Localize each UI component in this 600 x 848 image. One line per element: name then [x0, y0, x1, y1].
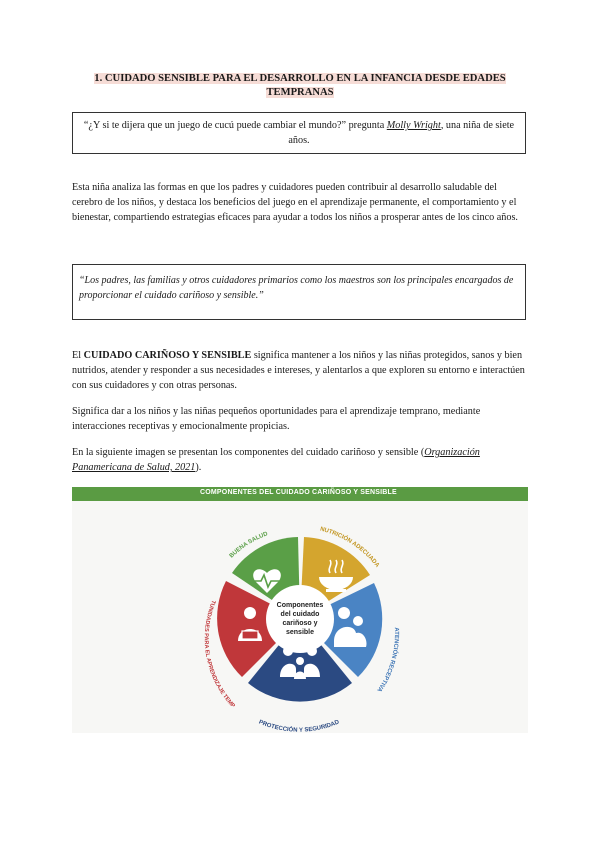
center-line-4: sensible — [285, 629, 315, 636]
molly-wright-link[interactable]: Molly Wright — [386, 120, 441, 131]
heading-line-1: 1. CUIDADO SENSIBLE PARA EL DESARROLLO EN LA INFANCIA DESDE EDADES — [94, 73, 506, 84]
quote-box-molly — [72, 112, 526, 154]
definition-start: El — [72, 350, 84, 361]
definition-term: CUIDADO CARIÑOSO Y SENSIBLE — [83, 350, 252, 361]
paragraph-intro: Esta niña analiza las formas en que los padres y cuidadores pueden contribuir al desarrollo saludable del cerebro de los niños, y destaca los beneficios del juego en el aprendizaje permanente, el comportamiento y el bienestar, compartiendo estrategias eficaces para ayudar a todos los niños a prosperar antes de los cinco años. — [72, 182, 518, 223]
label-oportunidades: TUNIDADES PARA EL APRENDIZAJE TEMP — [202, 599, 236, 710]
quote-text: “¿Y si te dijera que un juego de cucú puede cambiar el mundo?” pregunta — [83, 120, 387, 131]
figure-intro-start: En la siguiente imagen se presentan los componentes del cuidado cariñoso y sensible ( — [72, 447, 425, 458]
center-line-2: del cuidado — [280, 611, 320, 618]
figure-title-bar — [72, 487, 528, 501]
citation-link[interactable]: Organización Panamericana de Salud, 2021 — [72, 447, 480, 473]
components-wheel — [72, 501, 528, 733]
quote-text-end: , una niña de siete años. — [288, 120, 515, 146]
components-figure — [72, 487, 528, 733]
definition-rest: significa mantener a los niños y las niñas protegidos, sanos y bien nutridos, atender y responder a sus necesidades e intereses, y alentarlos a que exploren su entorno e interactúen con sus cuidadores y con otras personas. — [72, 350, 525, 391]
label-proteccion: PROTECCIÓN Y SEGURIDAD — [257, 719, 341, 733]
figure-title: COMPONENTES DEL CUIDADO CARIÑOSO Y SENSIBLE — [200, 489, 397, 496]
center-circle — [266, 585, 334, 653]
label-nutricion: NUTRICIÓN ADECUADA — [319, 526, 381, 569]
label-buena-salud: BUENA SALUD — [228, 531, 269, 560]
section-heading — [72, 72, 528, 100]
label-atencion: ATENCIÓN RECEPTIVA — [375, 627, 400, 693]
paragraph-meaning: Significa dar a los niños y las niñas pequeños oportunidades para el aprendizaje temprano, mediante interacciones receptivas y emocionalmente propicias. — [72, 406, 481, 432]
center-line-1: Componentes — [276, 602, 324, 609]
figure-intro-end: ). — [195, 462, 202, 473]
figure-body — [72, 501, 528, 733]
paragraph-definition — [72, 348, 528, 393]
center-line-3: cariñoso y — [282, 620, 318, 627]
paragraph-figure-intro — [72, 445, 528, 475]
heading-line-2: TEMPRANAS — [266, 87, 334, 98]
quote-box-caregivers: “Los padres, las familias y otros cuidadores primarios como los maestros son los principales encargados de proporcionar el cuidado cariñoso y sensible.” — [72, 264, 526, 320]
